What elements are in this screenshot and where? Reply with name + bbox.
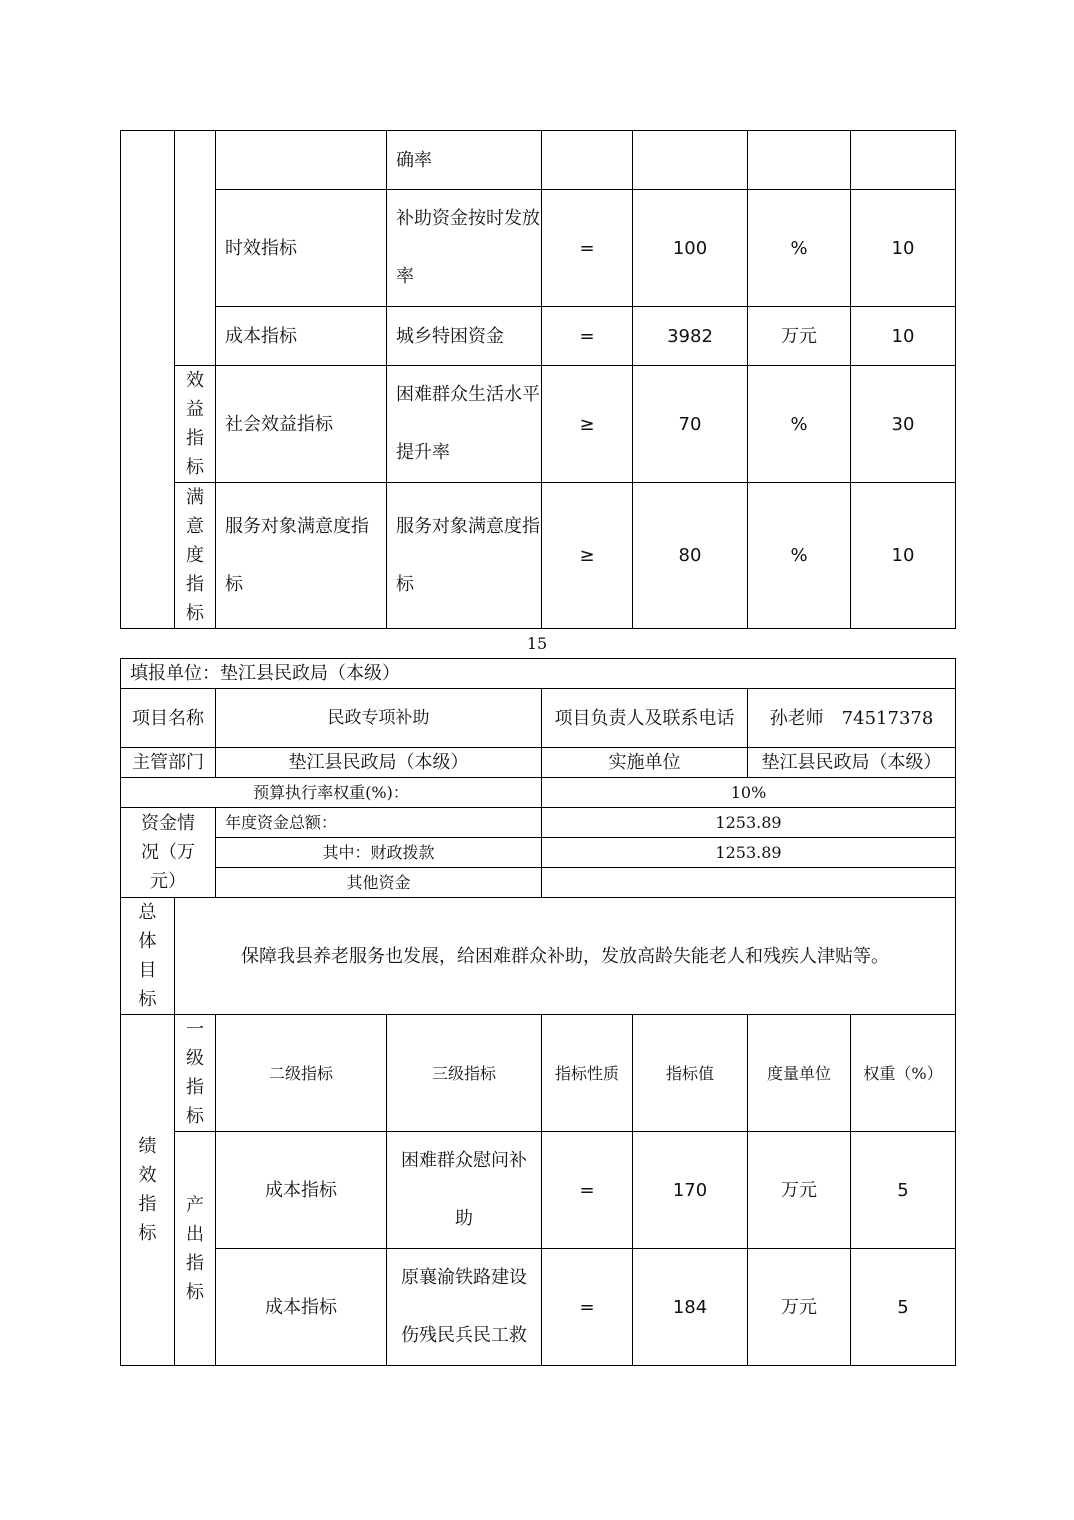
nature-cell: = — [542, 1132, 633, 1249]
header-value: 指标值 — [633, 1015, 748, 1132]
fill-unit: 填报单位：垫江县民政局（本级） — [121, 659, 956, 689]
level3-cell: 困难群众生活水平提升率 — [387, 366, 542, 483]
page-number: 15 — [526, 634, 548, 653]
other-funds-value — [542, 868, 956, 898]
level3-cell: 服务对象满意度指标 — [387, 483, 542, 629]
impl-value: 垫江县民政局（本级） — [748, 748, 956, 778]
dept-value: 垫江县民政局（本级） — [216, 748, 542, 778]
level2-cell: 成本指标 — [216, 1132, 387, 1249]
weight-cell: 5 — [851, 1132, 956, 1249]
perf-label-cell — [121, 131, 175, 629]
annual-total-value: 1253.89 — [542, 808, 956, 838]
previous-indicator-table — [120, 130, 956, 629]
header-nature: 指标性质 — [542, 1015, 633, 1132]
level2-cell: 成本指标 — [216, 307, 387, 366]
project-name-label: 项目名称 — [121, 689, 216, 748]
budget-rate-value: 10% — [542, 778, 956, 808]
unit-cell: 万元 — [748, 1249, 851, 1366]
fiscal-value: 1253.89 — [542, 838, 956, 868]
nature-cell: = — [542, 190, 633, 307]
unit-cell: % — [748, 190, 851, 307]
annual-total-label: 年度资金总额： — [216, 808, 542, 838]
output-label: 产出指标 — [175, 1132, 216, 1366]
weight-cell — [851, 131, 956, 190]
perf-label: 绩效指标 — [121, 1015, 175, 1366]
contact-label: 项目负责人及联系电话 — [542, 689, 748, 748]
project-name: 民政专项补助 — [216, 689, 542, 748]
fiscal-label: 其中：财政拨款 — [216, 838, 542, 868]
level3-cell: 原襄渝铁路建设伤残民兵民工救 — [387, 1249, 542, 1366]
weight-cell: 10 — [851, 483, 956, 629]
contact-value: 孙老师 74517378 — [748, 689, 956, 748]
value-cell: 184 — [633, 1249, 748, 1366]
level2-cell: 服务对象满意度指标 — [216, 483, 387, 629]
level1-cell: 效益指标 — [175, 366, 216, 483]
unit-cell: 万元 — [748, 307, 851, 366]
level2-cell — [216, 131, 387, 190]
level2-cell: 成本指标 — [216, 1249, 387, 1366]
value-cell — [633, 131, 748, 190]
output-label-cell — [175, 131, 216, 366]
level3-cell: 补助资金按时发放率 — [387, 190, 542, 307]
unit-cell: % — [748, 483, 851, 629]
level2-cell: 社会效益指标 — [216, 366, 387, 483]
value-cell: 100 — [633, 190, 748, 307]
performance-form-table — [120, 658, 956, 1366]
level1-cell: 满意度指标 — [175, 483, 216, 629]
level2-cell: 时效指标 — [216, 190, 387, 307]
value-cell: 80 — [633, 483, 748, 629]
header-level3: 三级指标 — [387, 1015, 542, 1132]
level3-cell: 困难群众慰问补助 — [387, 1132, 542, 1249]
weight-cell: 10 — [851, 307, 956, 366]
value-cell: 70 — [633, 366, 748, 483]
value-cell: 170 — [633, 1132, 748, 1249]
dept-label: 主管部门 — [121, 748, 216, 778]
weight-cell: 5 — [851, 1249, 956, 1366]
nature-cell: = — [542, 1249, 633, 1366]
nature-cell: = — [542, 307, 633, 366]
nature-cell: ≥ — [542, 483, 633, 629]
header-level1: 一级指标 — [175, 1015, 216, 1132]
other-funds-label: 其他资金 — [216, 868, 542, 898]
header-weight: 权重（%） — [851, 1015, 956, 1132]
unit-cell — [748, 131, 851, 190]
level3-cell: 城乡特困资金 — [387, 307, 542, 366]
level3-cell: 确率 — [387, 131, 542, 190]
unit-cell: % — [748, 366, 851, 483]
funds-label: 资金情况（万元） — [121, 808, 216, 898]
goal-label: 总体目标 — [121, 898, 175, 1015]
impl-label: 实施单位 — [542, 748, 748, 778]
goal-text: 保障我县养老服务也发展，给困难群众补助，发放高龄失能老人和残疾人津贴等。 — [175, 898, 956, 1015]
value-cell: 3982 — [633, 307, 748, 366]
weight-cell: 10 — [851, 190, 956, 307]
nature-cell — [542, 131, 633, 190]
header-unit: 度量单位 — [748, 1015, 851, 1132]
budget-rate-label: 预算执行率权重(%)： — [121, 778, 542, 808]
weight-cell: 30 — [851, 366, 956, 483]
nature-cell: ≥ — [542, 366, 633, 483]
unit-cell: 万元 — [748, 1132, 851, 1249]
header-level2: 二级指标 — [216, 1015, 387, 1132]
